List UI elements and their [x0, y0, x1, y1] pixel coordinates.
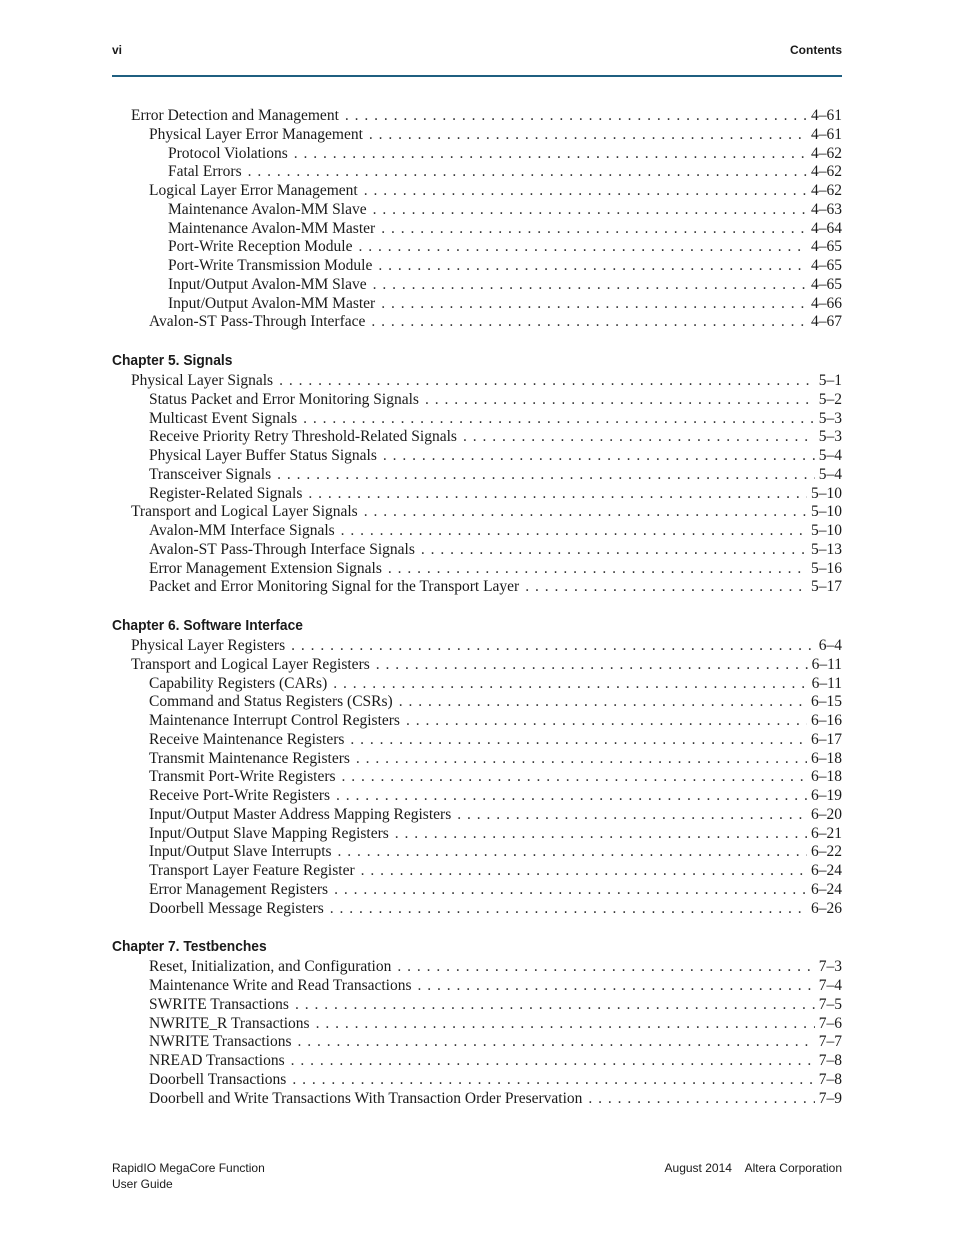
toc-entry-page: 4–67 [811, 313, 842, 331]
header-rule [112, 75, 842, 77]
toc-entry[interactable] [112, 787, 842, 806]
toc-entry[interactable] [112, 410, 842, 429]
toc-dot-leader [294, 145, 807, 163]
toc-entry-title: Error Management Registers [149, 880, 329, 898]
toc-dot-leader [334, 881, 807, 899]
toc-entry-page: 5–10 [811, 484, 842, 502]
toc-entry-title: Doorbell and Write Transactions With Transaction Order Preservation [149, 1089, 583, 1107]
toc-dot-leader [388, 560, 807, 578]
toc-dot-leader [330, 900, 807, 918]
toc-dot-leader [358, 238, 807, 256]
toc-entry-page: 4–65 [811, 275, 842, 293]
toc-dot-leader [333, 675, 807, 693]
toc-entry[interactable] [112, 257, 842, 276]
toc-entry[interactable] [112, 485, 842, 504]
toc-entry-title: Input/Output Master Address Mapping Registers [149, 805, 452, 823]
toc-dot-leader [397, 958, 814, 976]
header-page-label: vi [112, 43, 123, 57]
toc-entry[interactable] [112, 750, 842, 769]
footer-document-type: User Guide [112, 1177, 173, 1191]
toc-entry-page: 4–66 [811, 294, 842, 312]
toc-entry-page: 4–64 [811, 219, 842, 237]
toc-entry-title: Physical Layer Signals [131, 372, 274, 389]
toc-entry[interactable] [112, 1052, 842, 1071]
toc-entry-title: Protocol Violations [168, 144, 288, 162]
toc-entry-page: 7–8 [818, 1070, 842, 1088]
toc-entry-title: Packet and Error Monitoring Signal for the Transport Layer [149, 578, 520, 596]
toc-entry-title: Maintenance Avalon-MM Master [168, 219, 376, 237]
chapter-heading: Chapter 5. Signals [112, 352, 233, 369]
toc-entry-page: 5–1 [818, 372, 842, 389]
toc-entry-title: NREAD Transactions [149, 1052, 285, 1069]
toc-entry-page: 6–24 [811, 880, 842, 898]
toc-entry[interactable] [112, 656, 842, 675]
toc-dot-leader [364, 503, 807, 521]
toc-entry-title: Avalon-ST Pass-Through Interface Signals [149, 540, 415, 558]
toc-dot-leader [308, 485, 807, 503]
toc-dot-leader [303, 410, 815, 428]
toc-entry-title: Doorbell Transactions [149, 1070, 287, 1088]
footer-company: Altera Corporation [744, 1161, 842, 1175]
toc-entry[interactable] [112, 881, 842, 900]
toc-entry-page: 6–17 [811, 730, 842, 748]
footer-date: August 2014 [664, 1161, 732, 1175]
toc-entry-page: 6–20 [811, 805, 842, 823]
toc-entry[interactable] [112, 1033, 842, 1052]
toc-entry-page: 6–21 [811, 824, 842, 842]
toc-entry-page: 7–3 [818, 958, 842, 976]
footer-product [112, 1160, 265, 1192]
toc-entry-title: Error Detection and Management [131, 107, 339, 124]
toc-entry-page: 5–10 [811, 503, 842, 521]
toc-dot-leader [291, 637, 815, 655]
toc-dot-leader [373, 201, 807, 219]
toc-entry[interactable] [112, 958, 842, 977]
toc-entry-page: 5–13 [811, 540, 842, 558]
toc-entry[interactable] [112, 372, 842, 391]
toc-entry-title: Receive Priority Retry Threshold-Related Signals [149, 428, 457, 446]
toc-entry-title: Port-Write Reception Module [168, 238, 353, 256]
toc-entry-title: Transport Layer Feature Register [149, 862, 355, 879]
toc-dot-leader [291, 1052, 815, 1070]
toc-entry-page: 6–4 [818, 637, 842, 654]
toc-entry-page: 5–4 [818, 465, 842, 483]
toc-entry-title: Avalon-MM Interface Signals [149, 522, 335, 539]
toc-entry-page: 6–11 [811, 655, 842, 673]
toc-entry-page: 4–63 [811, 200, 842, 218]
toc-entry[interactable] [112, 806, 842, 825]
toc-entry-title: Transceiver Signals [149, 465, 272, 483]
toc-entry-page: 4–62 [811, 144, 842, 162]
toc-dot-leader [588, 1090, 814, 1108]
toc-entry-title: Transmit Port-Write Registers [149, 768, 336, 786]
toc-dot-leader [298, 1033, 815, 1051]
toc-entry[interactable] [112, 295, 842, 314]
toc-dot-leader [364, 182, 807, 200]
toc-entry-title: Receive Port-Write Registers [149, 787, 331, 804]
toc-dot-leader [361, 862, 807, 880]
toc-entry-title: Input/Output Slave Interrupts [149, 843, 332, 861]
toc-dot-leader [373, 276, 807, 294]
toc-entry-page: 7–4 [818, 977, 842, 994]
toc-entry-page: 6–19 [811, 787, 842, 804]
toc-dot-leader [381, 220, 807, 238]
toc-entry-title: Input/Output Avalon-MM Slave [168, 275, 367, 293]
toc-entry-title: Physical Layer Error Management [149, 125, 363, 143]
toc-entry-page: 7–5 [818, 995, 842, 1013]
toc-dot-leader [525, 578, 807, 596]
toc-entry[interactable] [112, 503, 842, 522]
toc-entry[interactable] [112, 862, 842, 881]
toc-entry-title: Transport and Logical Layer Signals [131, 503, 358, 521]
toc-entry-page: 6–18 [811, 749, 842, 767]
toc-entry[interactable] [112, 578, 842, 597]
toc-entry-title: Physical Layer Registers [131, 637, 286, 654]
toc-dot-leader [381, 295, 807, 313]
toc-entry[interactable] [112, 712, 842, 731]
toc-dot-leader [279, 372, 815, 390]
toc-entry-page: 6–11 [811, 674, 842, 692]
toc-entry-title: Transport and Logical Layer Registers [131, 655, 370, 673]
toc-entry[interactable] [112, 276, 842, 295]
toc-entry[interactable] [112, 182, 842, 201]
toc-entry-title: Input/Output Avalon-MM Master [168, 294, 376, 312]
toc-entry-title: Logical Layer Error Management [149, 182, 358, 199]
toc-dot-leader [425, 391, 815, 409]
toc-entry-title: SWRITE Transactions [149, 995, 289, 1013]
toc-entry-title: NWRITE Transactions [149, 1033, 292, 1051]
toc-entry-title: Status Packet and Error Monitoring Signals [149, 390, 419, 408]
toc-entry-title: Transmit Maintenance Registers [149, 749, 350, 767]
chapter-heading: Chapter 6. Software Interface [112, 617, 303, 634]
toc-entry-title: NWRITE_R Transactions [149, 1014, 310, 1032]
toc-entry[interactable] [112, 693, 842, 712]
toc-entry[interactable] [112, 637, 842, 656]
toc-dot-leader [342, 768, 807, 786]
toc-dot-leader [248, 163, 807, 181]
toc-entry-title: Doorbell Message Registers [149, 899, 324, 917]
toc-entry-title: Input/Output Slave Mapping Registers [149, 824, 389, 842]
toc-entry[interactable] [112, 731, 842, 750]
toc-dot-leader [457, 806, 807, 824]
toc-entry-title: Physical Layer Buffer Status Signals [149, 447, 377, 464]
toc-entry[interactable] [112, 541, 842, 560]
toc-entry-page: 6–16 [811, 712, 842, 729]
toc-entry[interactable] [112, 163, 842, 182]
toc-entry-title: Maintenance Write and Read Transactions [149, 977, 412, 994]
toc-dot-leader [421, 541, 807, 559]
toc-dot-leader [406, 712, 807, 730]
toc-entry-title: Error Management Extension Signals [149, 559, 382, 577]
toc-dot-leader [338, 843, 807, 861]
toc-dot-leader [395, 825, 807, 843]
toc-entry-page: 4–62 [811, 182, 842, 199]
toc-entry-page: 5–4 [818, 447, 842, 464]
toc-entry[interactable] [112, 145, 842, 164]
toc-entry[interactable] [112, 825, 842, 844]
toc-entry[interactable] [112, 522, 842, 541]
toc-entry[interactable] [112, 313, 842, 332]
toc-dot-leader [316, 1015, 815, 1033]
toc-entry[interactable] [112, 768, 842, 787]
toc-entry[interactable] [112, 466, 842, 485]
toc-dot-leader [295, 996, 815, 1014]
toc-entry-title: Fatal Errors [168, 163, 242, 181]
toc-entry-title: Capability Registers (CARs) [149, 674, 328, 692]
chapter-heading: Chapter 7. Testbenches [112, 938, 267, 956]
toc-dot-leader [356, 750, 807, 768]
footer-publisher [665, 1160, 842, 1176]
toc-entry[interactable] [112, 675, 842, 694]
toc-entry[interactable] [112, 996, 842, 1015]
toc-entry[interactable] [112, 391, 842, 410]
toc-entry-page: 4–61 [811, 125, 842, 143]
toc-entry[interactable] [112, 1015, 842, 1034]
toc-entry[interactable] [112, 220, 842, 239]
toc-entry[interactable] [112, 1071, 842, 1090]
toc-entry-page: 4–62 [811, 163, 842, 181]
toc-entry[interactable] [112, 977, 842, 996]
toc-entry-title: Command and Status Registers (CSRs) [149, 693, 393, 711]
toc-entry[interactable] [112, 447, 842, 466]
toc-entry-page: 5–3 [818, 409, 842, 427]
toc-entry-title: Reset, Initialization, and Configuration [149, 958, 392, 976]
toc-entry-title: Port-Write Transmission Module [168, 257, 373, 274]
toc-entry-title: Maintenance Avalon-MM Slave [168, 200, 367, 218]
toc-dot-leader [371, 313, 807, 331]
toc-entry[interactable] [112, 107, 842, 126]
toc-dot-leader [350, 731, 807, 749]
toc-entry[interactable] [112, 238, 842, 257]
toc-entry-title: Multicast Event Signals [149, 409, 298, 427]
toc-dot-leader [383, 447, 815, 465]
toc-entry-title: Maintenance Interrupt Control Registers [149, 712, 400, 729]
toc-entry[interactable] [112, 428, 842, 447]
toc-entry[interactable] [112, 126, 842, 145]
toc-dot-leader [277, 466, 815, 484]
table-of-contents [112, 107, 842, 1108]
toc-entry-page: 6–26 [811, 899, 842, 917]
toc-dot-leader [399, 693, 807, 711]
toc-entry-page: 6–18 [811, 768, 842, 786]
toc-entry-page: 7–8 [818, 1052, 842, 1069]
toc-entry-page: 6–24 [811, 862, 842, 879]
toc-dot-leader [345, 107, 807, 125]
header-section-title: Contents [790, 43, 842, 57]
toc-entry-page: 5–2 [818, 390, 842, 408]
toc-entry[interactable] [112, 843, 842, 862]
toc-entry-page: 5–16 [811, 559, 842, 577]
toc-dot-leader [418, 977, 815, 995]
toc-entry-page: 5–3 [818, 428, 842, 446]
toc-dot-leader [376, 656, 808, 674]
toc-entry-title: Receive Maintenance Registers [149, 730, 345, 748]
toc-entry-page: 4–65 [811, 257, 842, 274]
toc-dot-leader [369, 126, 807, 144]
toc-entry-page: 7–7 [818, 1033, 842, 1051]
toc-dot-leader [292, 1071, 814, 1089]
toc-entry-page: 5–17 [811, 578, 842, 596]
toc-dot-leader [336, 787, 807, 805]
toc-dot-leader [378, 257, 807, 275]
footer-product-name: RapidIO MegaCore Function [112, 1161, 265, 1175]
toc-entry-page: 6–22 [811, 843, 842, 861]
toc-entry-page: 5–10 [811, 522, 842, 539]
toc-dot-leader [341, 522, 807, 540]
toc-entry[interactable] [112, 1090, 842, 1109]
toc-entry[interactable] [112, 560, 842, 579]
toc-entry[interactable] [112, 900, 842, 919]
toc-entry-page: 4–65 [811, 238, 842, 256]
toc-entry-title: Register-Related Signals [149, 484, 303, 502]
toc-entry-title: Avalon-ST Pass-Through Interface [149, 313, 366, 331]
toc-entry-page: 7–9 [818, 1089, 842, 1107]
toc-entry-page: 7–6 [818, 1014, 842, 1032]
toc-entry-page: 4–61 [811, 107, 842, 124]
toc-dot-leader [463, 428, 815, 446]
toc-entry-page: 6–15 [811, 693, 842, 711]
toc-entry[interactable] [112, 201, 842, 220]
